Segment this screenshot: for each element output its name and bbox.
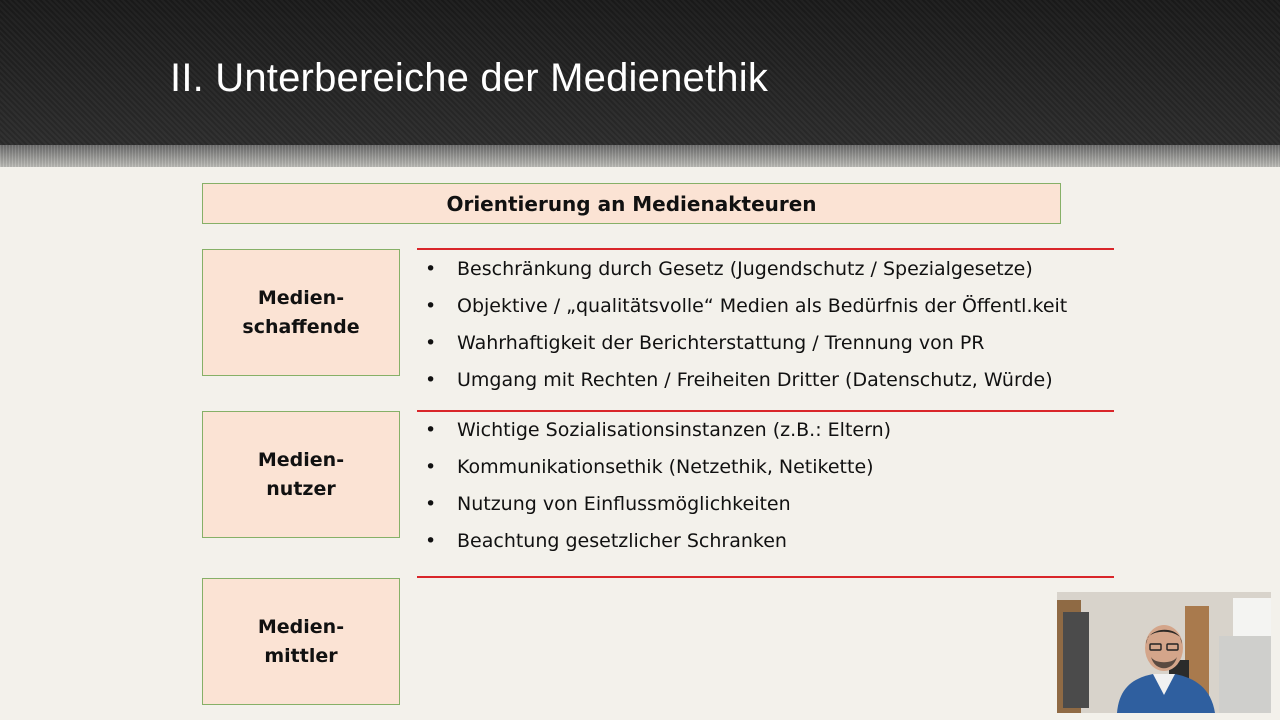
role-box-mediennutzer: Medien- nutzer: [202, 411, 400, 538]
bullet-text: Objektive / „qualitätsvolle“ Medien als Bedürfnis der Öffentl.keit: [457, 295, 1068, 317]
bullet-text: Beachtung gesetzlicher Schranken: [457, 530, 787, 552]
bullet-text: Nutzung von Einflussmöglichkeiten: [457, 493, 791, 515]
list-item: [425, 288, 1067, 325]
list-item: [425, 325, 1067, 362]
bullet-text: Wahrhaftigkeit der Berichterstattung / Trennung von PR: [457, 332, 985, 354]
bullet-icon: •: [425, 530, 437, 552]
list-item: [425, 523, 891, 560]
slide-header: [0, 0, 1280, 145]
bullet-icon: •: [425, 493, 437, 515]
orientation-box: Orientierung an Medienakteuren: [202, 183, 1061, 224]
list-item: [425, 449, 891, 486]
role-box-medienschaffende: Medien- schaffende: [202, 249, 400, 376]
presenter-video-feed: [1057, 592, 1271, 713]
list-item: [425, 412, 891, 449]
presenter-icon: [1057, 592, 1271, 713]
role-box-medienmittler: Medien- mittler: [202, 578, 400, 705]
bullet-icon: •: [425, 332, 437, 354]
list-item: [425, 486, 891, 523]
list-item: [425, 251, 1067, 288]
slide-title: II. Unterbereiche der Medienethik: [170, 56, 769, 100]
bullet-icon: •: [425, 456, 437, 478]
bullet-list-mediennutzer: [425, 412, 891, 560]
bullet-text: Kommunikationsethik (Netzethik, Netikette): [457, 456, 874, 478]
bullet-text: Beschränkung durch Gesetz (Jugendschutz / Spezialgesetze): [457, 258, 1033, 280]
header-texture-band: [0, 145, 1280, 167]
bullet-icon: •: [425, 295, 437, 317]
bullet-icon: •: [425, 258, 437, 280]
list-item: [425, 362, 1067, 399]
bullet-icon: •: [425, 369, 437, 391]
section-divider: [417, 248, 1114, 250]
section-divider: [417, 576, 1114, 578]
bullet-text: Umgang mit Rechten / Freiheiten Dritter (Datenschutz, Würde): [457, 369, 1053, 391]
bullet-text: Wichtige Sozialisationsinstanzen (z.B.: Eltern): [457, 419, 892, 441]
bullet-list-medienschaffende: [425, 251, 1067, 399]
bullet-icon: •: [425, 419, 437, 441]
